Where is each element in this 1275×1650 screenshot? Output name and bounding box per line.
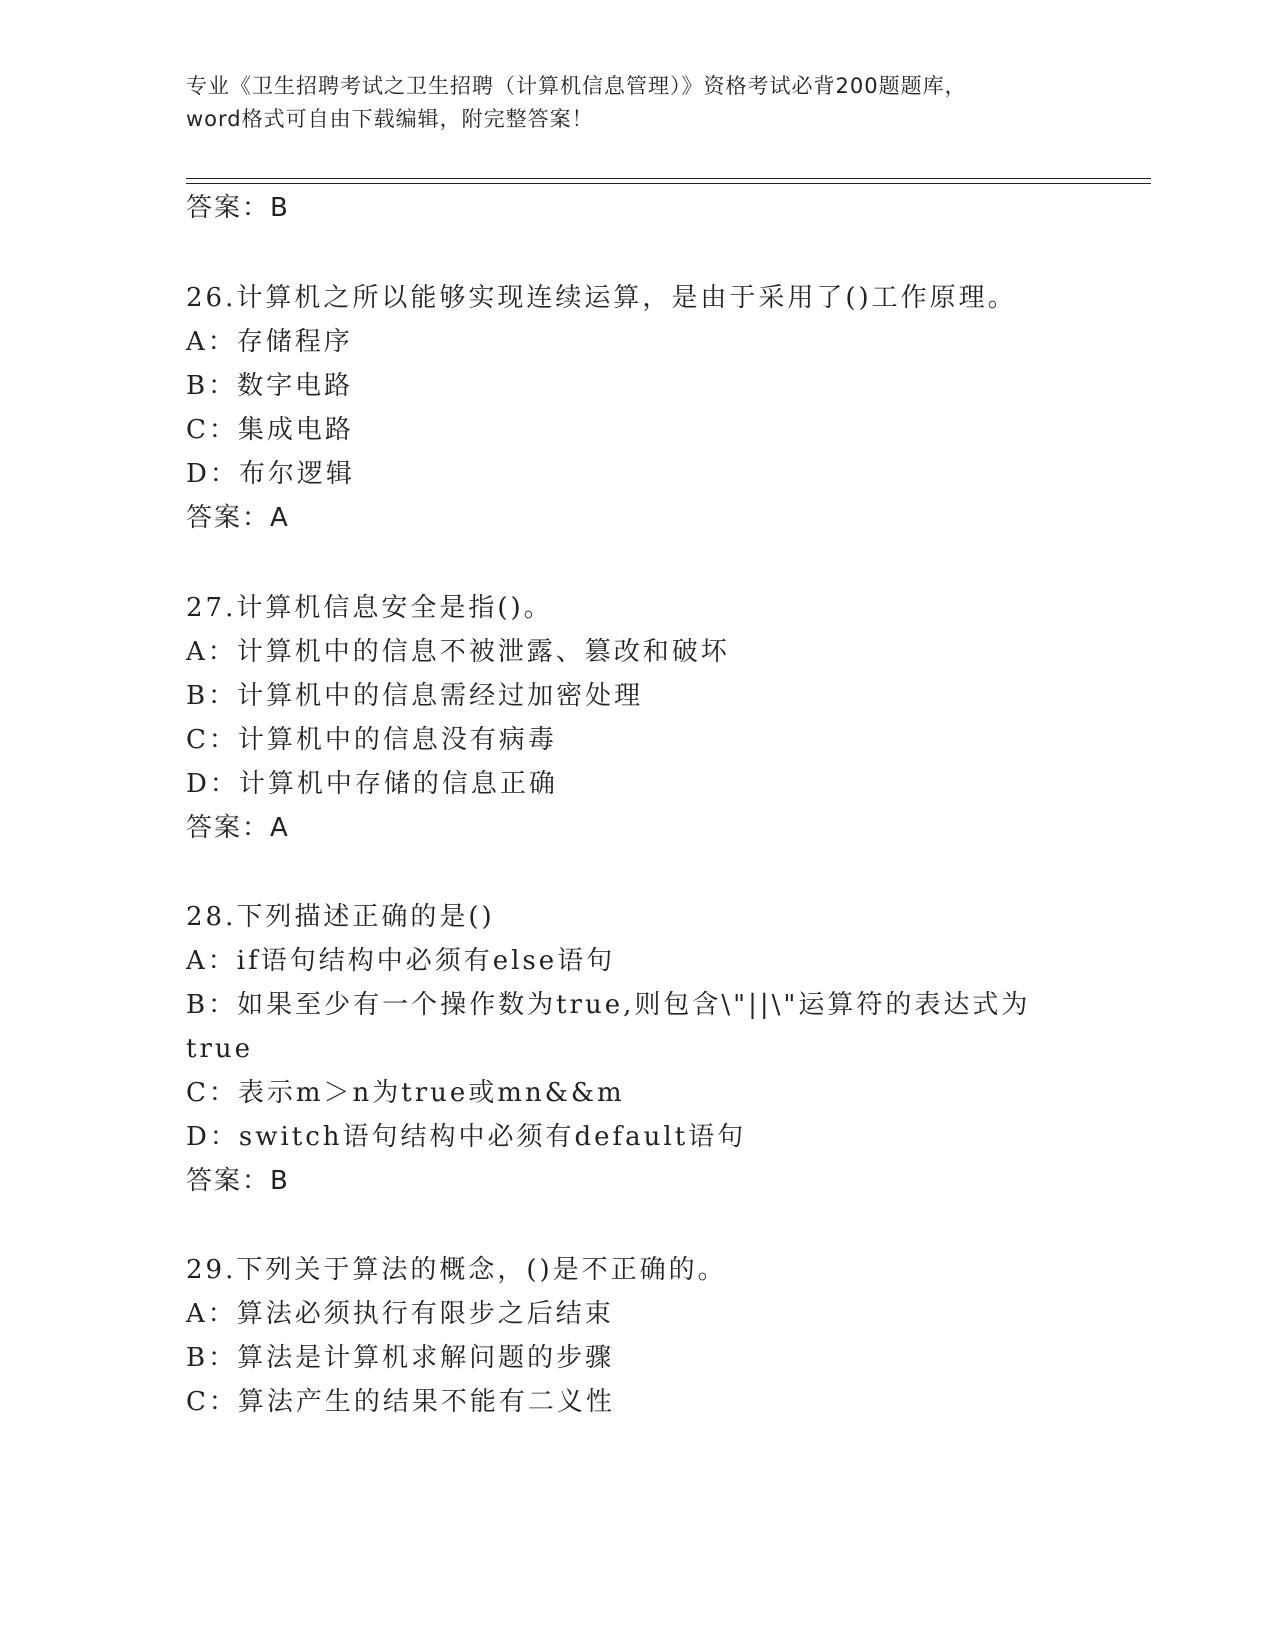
question-27-stem: 27.计算机信息安全是指()。: [186, 593, 553, 623]
question-28-stem: 28.下列描述正确的是(): [186, 902, 495, 932]
question-29-stem: 29.下列关于算法的概念，()是不正确的。: [186, 1255, 727, 1285]
question-26-answer: 答案：A: [186, 503, 290, 533]
question-26-option-b: B：数字电路: [186, 371, 354, 401]
question-28-option-b: B：如果至少有一个操作数为true,则包含\"||\"运算符的表达式为: [186, 990, 1031, 1020]
question-27-option-b: B：计算机中的信息需经过加密处理: [186, 681, 644, 711]
header-line-1: 专业《卫生招聘考试之卫生招聘（计算机信息管理）》资格考试必背200题题库，: [186, 74, 967, 98]
question-28-option-d: D：switch语句结构中必须有default语句: [186, 1122, 747, 1152]
question-29-option-a: A：算法必须执行有限步之后结束: [186, 1299, 614, 1329]
question-27-option-d: D：计算机中存储的信息正确: [186, 769, 558, 799]
question-29-option-b: B：算法是计算机求解问题的步骤: [186, 1343, 615, 1373]
header-line-2: word格式可自由下载编辑，附完整答案！: [186, 107, 594, 131]
question-27-option-a: A：计算机中的信息不被泄露、篡改和破坏: [186, 637, 730, 667]
question-26-option-c: C：集成电路: [186, 415, 354, 445]
previous-answer: 答案：B: [186, 193, 290, 223]
header-divider-top: [186, 178, 1151, 179]
question-28-answer: 答案：B: [186, 1166, 290, 1196]
question-26-option-d: D：布尔逻辑: [186, 459, 355, 489]
question-26-stem: 26.计算机之所以能够实现连续运算，是由于采用了()工作原理。: [186, 283, 1017, 313]
question-29-option-c: C：算法产生的结果不能有二义性: [186, 1387, 615, 1417]
question-27-option-c: C：计算机中的信息没有病毒: [186, 725, 557, 755]
question-28-option-b-continued: true: [186, 1034, 254, 1064]
question-26-option-a: A：存储程序: [186, 327, 353, 357]
question-28-option-a: A：if语句结构中必须有else语句: [186, 946, 616, 976]
question-28-option-c: C：表示m＞n为true或mn&&m: [186, 1078, 625, 1108]
header-divider-bottom: [186, 183, 1151, 184]
question-27-answer: 答案：A: [186, 813, 290, 843]
document-header: [186, 70, 1106, 136]
